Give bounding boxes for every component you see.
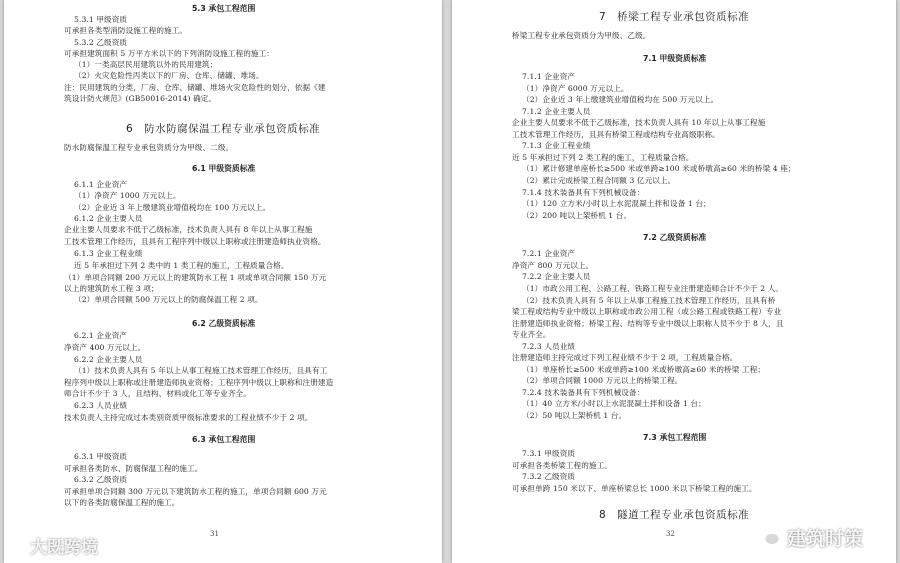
- body-text-line: （2）累计完成桥梁工程合同额 3 亿元以上。: [522, 176, 676, 185]
- left-document-page: [4, 0, 442, 563]
- body-text-line: 净资产 400 万元以上。: [64, 343, 146, 352]
- section-heading: 6.2 乙级资质标准: [192, 319, 256, 328]
- body-text-line: 工技术管理工作经历，且具有工程序列中级以上职称或注册建造师执业资格。: [64, 237, 326, 246]
- body-text-line: 7.2.1 企业资产: [522, 249, 576, 258]
- body-text-line: 以上的建筑防水工程 3 项；: [64, 284, 159, 293]
- page-number: 32: [666, 530, 675, 538]
- body-text-line: 近 5 年承担过下列 2 类工程的施工，工程质量合格。: [512, 153, 694, 162]
- body-text-line: 可承担各类型消防设施工程的施工。: [64, 26, 188, 35]
- body-text-line: （2）企业近 3 年上缴建筑业增值税均在 500 万元以上。: [522, 95, 719, 104]
- body-text-line: 可承担单跨 150 米以下、单座桥梁总长 1000 米以下桥梁工程的施工。: [512, 484, 757, 493]
- body-text-line: 可承担各类防水、防腐保温工程的施工。: [64, 464, 203, 473]
- body-text-line: 注：民用建筑的分类，厂房、仓库、储罐、堆场火灾危险性的划分，依据《建: [64, 83, 326, 92]
- right-document-page: [452, 0, 896, 563]
- body-text-line: 技术负责人主持完成过本类别资质甲级标准要求的工程业绩不少于 2 项。: [64, 413, 313, 422]
- body-text-line: （1）技术负责人具有 5 年以上从事工程施工技术管理工作经历，且具有工: [74, 366, 328, 375]
- body-text-line: 7.1.1 企业资产: [522, 72, 576, 81]
- watermark-right-text: 建筑时策: [787, 527, 864, 550]
- body-text-line: 7.1.3 企业工程业绩: [522, 141, 591, 150]
- body-text-line: （1）净资产 1000 万元以上。: [74, 191, 181, 200]
- body-text-line: 6.3.2 乙级资质: [74, 475, 128, 484]
- body-text-line: （2）200 吨以上架桥机 1 台。: [522, 211, 632, 220]
- chat-bubble-icon: [4, 536, 26, 554]
- body-text-line: 6.3.1 甲级资质: [74, 452, 128, 461]
- body-text-line: 专业齐全。: [512, 330, 551, 339]
- body-text-line: 6.1.3 企业工程业绩: [74, 249, 143, 258]
- section-heading: 7.3 承包工程范围: [643, 433, 707, 442]
- body-text-line: （1）单座桥长≥500 米或单跨≥100 米或桥墩高≥60 米的桥梁 工程；: [522, 365, 766, 374]
- body-text-line: （1）累计修建单座桥长≥500 米或单跨≥100 米或桥墩高≥60 米的桥梁 4 座；: [522, 164, 796, 173]
- body-text-line: 可承担各类桥梁工程的施工。: [512, 461, 613, 470]
- body-text-line: （2）单项合同额 500 万元以上的防腐保温工程 2 项。: [74, 295, 263, 304]
- body-text-line: （2）50 吨以上架桥机 1 台。: [522, 411, 627, 420]
- body-text-line: （1）120 立方米/小时以上水泥混凝土拌和设备 1 台；: [522, 199, 711, 208]
- body-text-line: 师合计不少于 3 人，且结构、材料或化工等专业齐全。: [64, 389, 251, 398]
- body-text-line: 5.3.2 乙级资质: [74, 38, 128, 47]
- body-text-line: 7.3.1 甲级资质: [522, 449, 576, 458]
- watermark-right: [754, 522, 863, 552]
- page-number: 31: [210, 530, 219, 538]
- body-text-line: 企业主要人员要求不低于乙级标准，技术负责人具有 8 年以上从事工程施: [64, 225, 313, 234]
- chapter-heading: 8 隧道工程专业承包资质标准: [599, 509, 750, 521]
- watermark-left-text: 大既跨境: [30, 537, 98, 558]
- body-text-line: 梁工程或结构专业中级以上职称或市政公用工程（或公路工程或铁路工程）专业: [512, 307, 782, 316]
- body-text-line: 程序列中级以上职称或注册建造师执业资格；工程序列中级以上职称和注册建造: [64, 378, 334, 387]
- body-text-line: （1）净资产 6000 万元以上。: [522, 84, 629, 93]
- body-text-line: （1）40 立方米/小时以上水泥混凝土拌和设备 1 台；: [522, 399, 706, 408]
- chapter-heading: 6 防水防腐保温工程专业承包资质标准: [126, 123, 321, 135]
- body-text-line: （2）火灾危险性丙类以下的厂房、仓库、储罐、堆场。: [74, 71, 264, 80]
- watermark-left: [4, 532, 98, 558]
- body-text-line: 6.2.3 人员业绩: [74, 401, 128, 410]
- section-heading: 6.1 甲级资质标准: [192, 164, 256, 173]
- body-text-line: 7.1.2 企业主要人员: [522, 107, 591, 116]
- body-text-line: （2）技术负责人具有 5 年以上从事工程施工技术管理工作经历，且具有桥: [522, 296, 776, 305]
- body-text-line: （2）单项合同额 1000 万元以上的桥梁工程。: [522, 376, 683, 385]
- section-heading: 6.3 承包工程范围: [192, 435, 256, 444]
- body-text-line: （1）单项合同额 200 万元以上的建筑防水工程 1 项或单项合同额 150 万元: [64, 273, 327, 282]
- section-heading: 7.2 乙级资质标准: [643, 233, 707, 242]
- body-text-line: 近 5 年承担过下列 2 类中的 1 类工程的施工，工程质量合格。: [74, 261, 289, 270]
- body-text-line: 注册建造师执业资格；桥梁工程、结构等专业中级以上职称人员不少于 8 人，且: [512, 319, 784, 328]
- body-text-line: 6.1.1 企业资产: [74, 180, 128, 189]
- body-text-line: 防水防腐保温工程专业承包资质分为甲级、二级。: [64, 143, 234, 152]
- body-text-line: （2）企业近 3 年上缴建筑业增值税均在 100 万元以上。: [74, 203, 271, 212]
- body-text-line: 工技术管理工作经历，且具有桥梁工程或结构专业高级职称。: [512, 130, 720, 139]
- body-text-line: 5.3.1 甲级资质: [74, 15, 128, 24]
- body-text-line: 以下的各类防腐保温工程的施工。: [64, 498, 180, 507]
- body-text-line: 7.1.4 技术装备具有下列机械设备：: [522, 188, 645, 197]
- body-text-line: 7.3.2 乙级资质: [522, 472, 576, 481]
- body-text-line: 6.2.2 企业主要人员: [74, 355, 143, 364]
- body-text-line: 桥梁工程专业承包资质分为甲级、乙级。: [512, 31, 651, 40]
- body-text-line: 6.1.2 企业主要人员: [74, 214, 143, 223]
- body-text-line: 6.2.1 企业资产: [74, 331, 128, 340]
- body-text-line: 注册建造师主持完成过下列工程业绩不少于 2 项，工程质量合格。: [512, 353, 738, 362]
- body-text-line: 7.2.4 技术装备具有下列机械设备：: [522, 388, 645, 397]
- body-text-line: 可承担建筑面积 5 万平方米以下的下列消防设施工程的施工：: [64, 49, 274, 58]
- body-text-line: （1）一类高层民用建筑以外的民用建筑；: [74, 60, 218, 69]
- body-text-line: 可承担单项合同额 300 万元以下建筑防水工程的施工，单项合同额 600 万元: [64, 487, 327, 496]
- body-text-line: 7.2.3 人员业绩: [522, 342, 576, 351]
- wechat-icon: [754, 525, 782, 549]
- body-text-line: 筑设计防火规范》(GB50016-2014) 确定。: [64, 94, 217, 103]
- body-text-line: （1）市政公用工程、公路工程、铁路工程专业注册建造师合计不少于 2 人。: [522, 284, 784, 293]
- chapter-heading: 7 桥梁工程专业承包资质标准: [599, 11, 750, 23]
- section-heading: 5.3 承包工程范围: [192, 4, 256, 13]
- section-heading: 7.1 甲级资质标准: [643, 54, 707, 63]
- body-text-line: 7.2.2 企业主要人员: [522, 272, 591, 281]
- body-text-line: 企业主要人员要求不低于乙级标准，技术负责人具有 10 年以上从事工程施: [512, 118, 766, 127]
- body-text-line: 净资产 800 万元以上。: [512, 261, 594, 270]
